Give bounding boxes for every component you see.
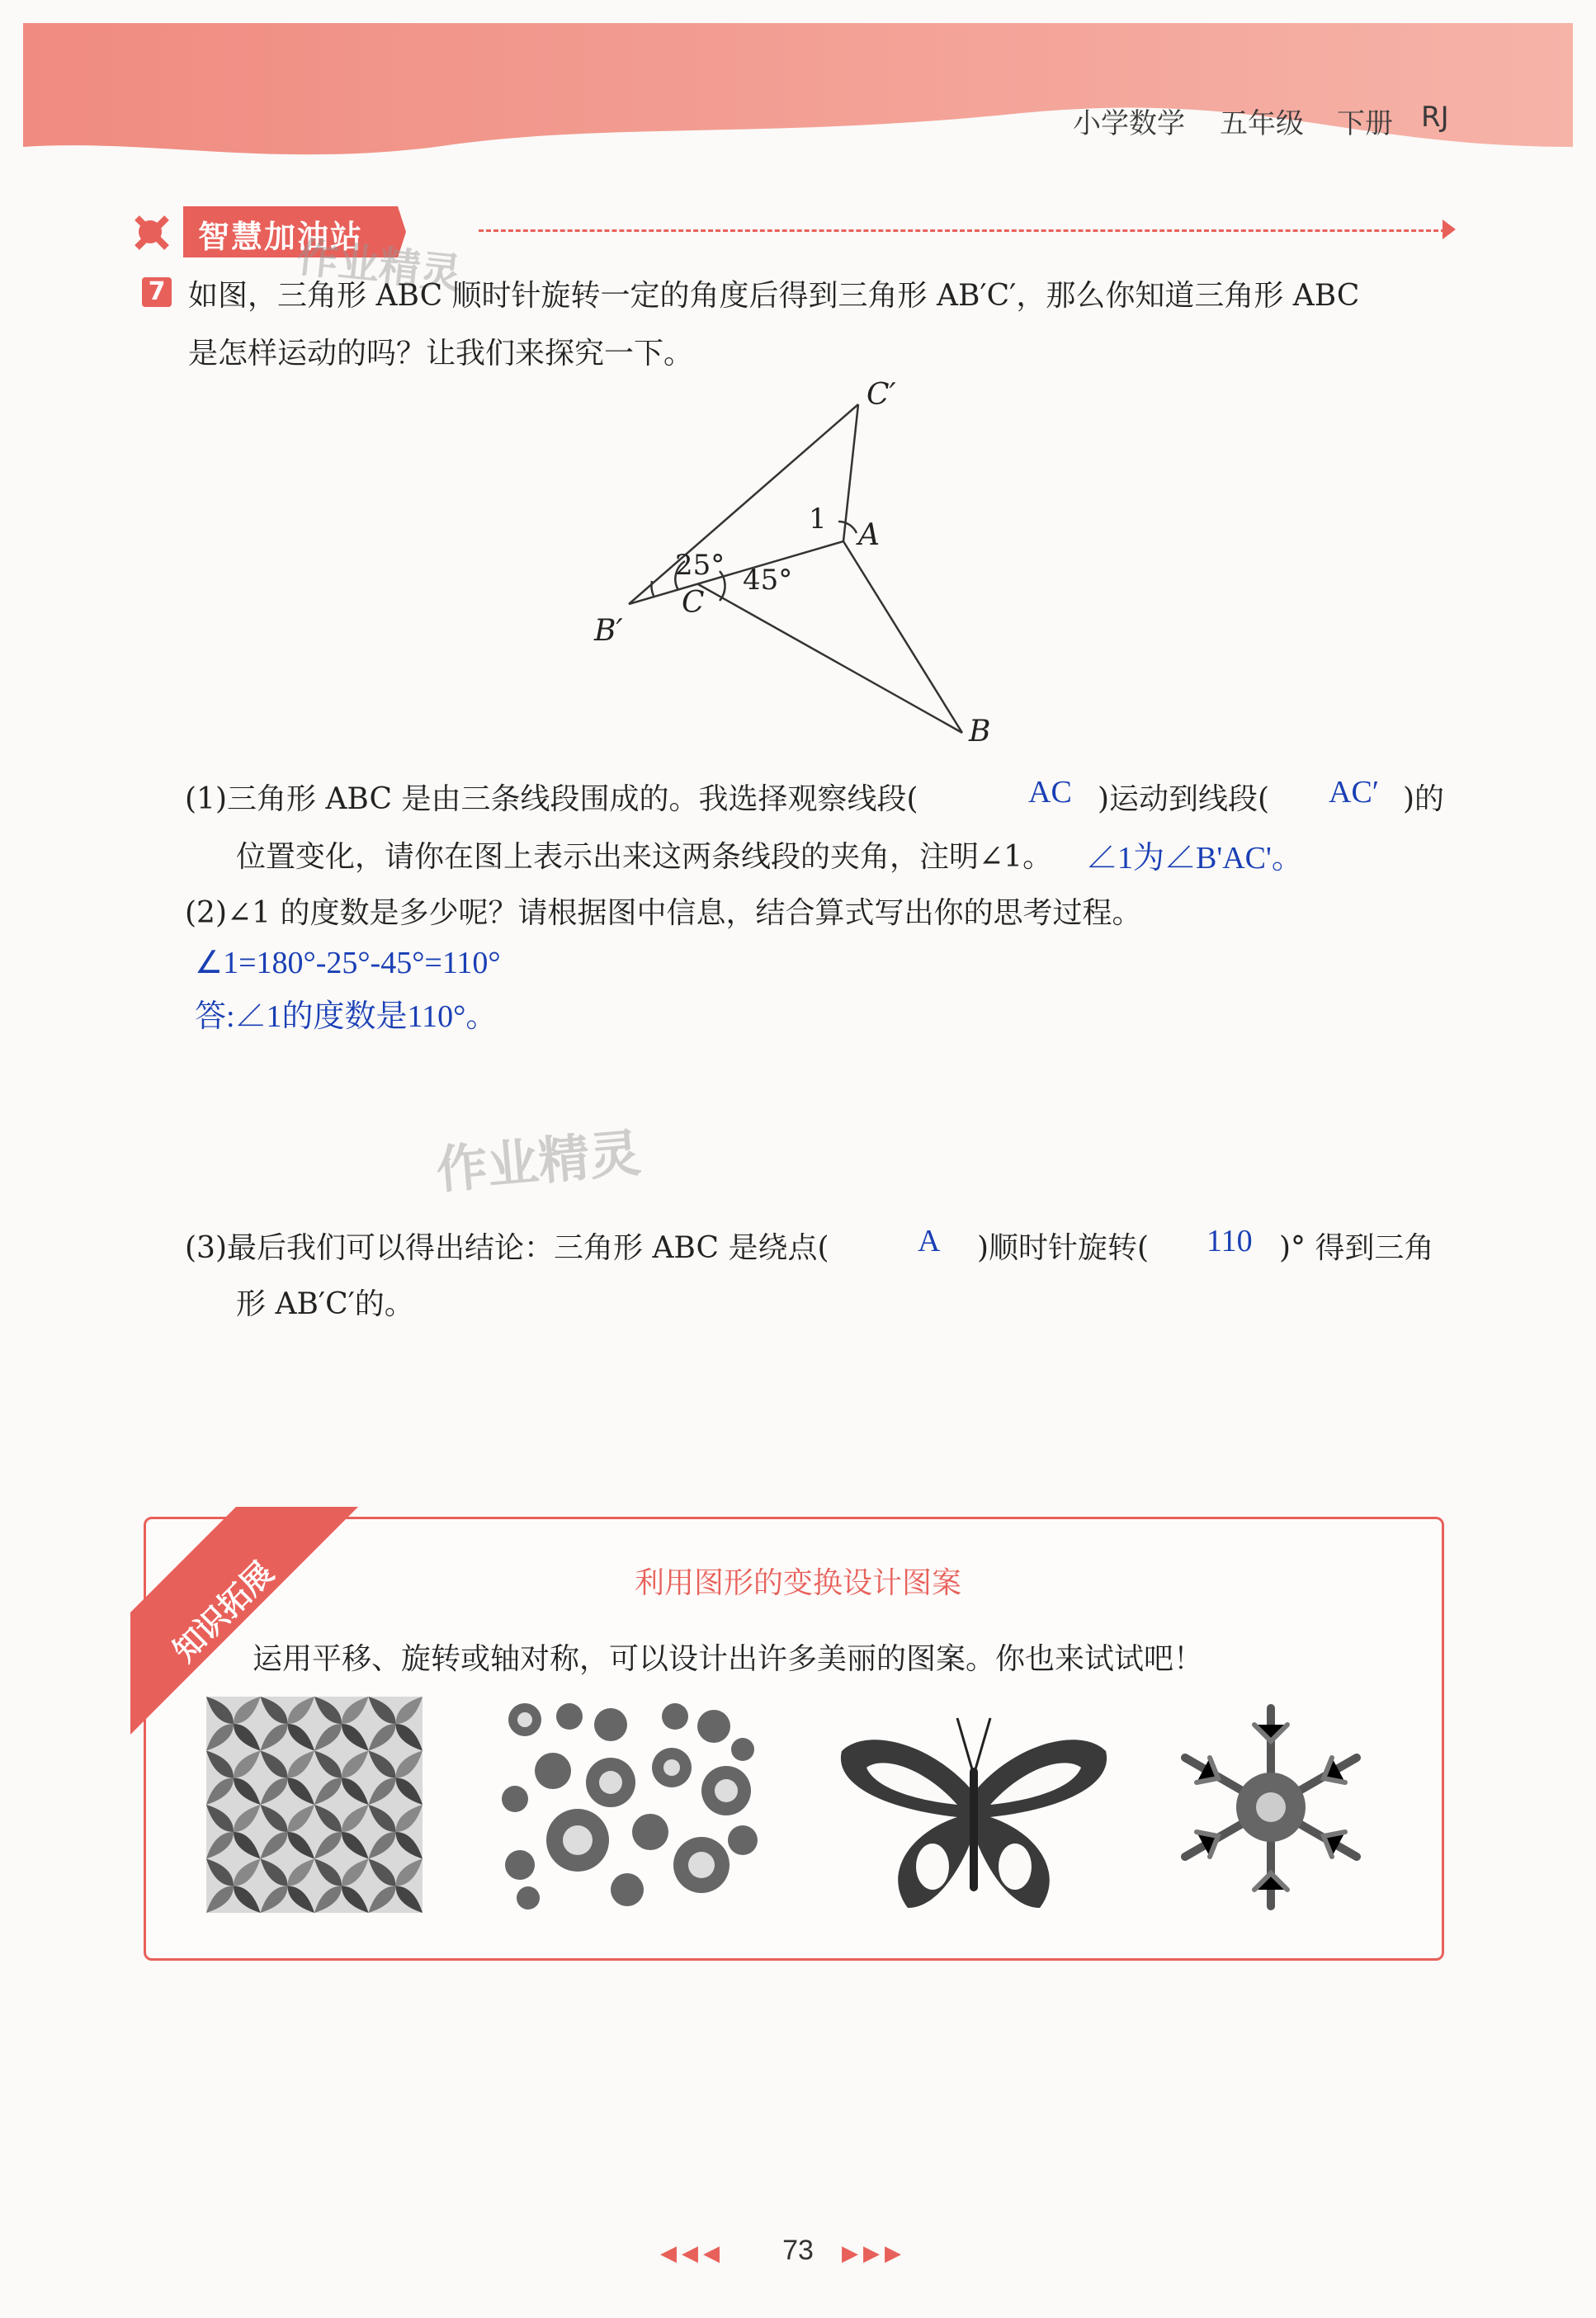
- part3-text-line2: 形 AB′C′的。: [236, 1287, 414, 1321]
- question-text-line1: 如图，三角形 ABC 顺时针旋转一定的角度后得到三角形 AB′C′，那么你知道三角形 ABC: [188, 279, 1360, 313]
- knowledge-title: 利用图形的变换设计图案: [634, 1566, 961, 1600]
- part1-text-b: )运动到线段(: [1098, 782, 1270, 816]
- header-grade: 五年级: [1220, 107, 1304, 140]
- label-c: C: [682, 586, 705, 620]
- tessellation-pattern-image: [206, 1697, 423, 1913]
- page-number: 73: [782, 2235, 814, 2266]
- part3-text-b: )顺时针旋转(: [977, 1231, 1150, 1265]
- part3-text-a: (3)最后我们可以得出结论：三角形 ABC 是绕点(: [185, 1231, 829, 1265]
- header-edition: RJ: [1421, 101, 1449, 134]
- label-b-prime: B′: [594, 614, 623, 648]
- label-angle-25: 25°: [675, 549, 725, 582]
- part1-text-a: (1)三角形 ABC 是由三条线段围成的。我选择观察线段(: [185, 782, 918, 816]
- section-divider: [479, 229, 1446, 232]
- question-number: 7: [142, 277, 172, 307]
- next-page-arrows-icon: ▶▶▶: [842, 2241, 906, 2266]
- watermark: 作业精灵: [295, 233, 465, 299]
- label-angle-45: 45°: [743, 564, 793, 597]
- label-b: B: [969, 715, 991, 748]
- knowledge-tag: 知识拓展: [166, 1554, 281, 1669]
- part2-text: (2)∠1 的度数是多少呢？请根据图中信息，结合算式写出你的思考过程。: [185, 896, 1142, 930]
- segment-a-c-prime: [843, 404, 858, 541]
- part1-answer-b: AC′: [1329, 775, 1380, 810]
- label-c-prime: C′: [866, 380, 896, 412]
- label-angle-1: 1: [809, 503, 827, 536]
- part1-answer-a: AC: [1028, 775, 1072, 810]
- segment-c-b: [698, 584, 962, 733]
- part1-text-line2: 位置变化，请你在图上表示出来这两条线段的夹角，注明∠1。: [236, 840, 1053, 874]
- part3-answer-b: 110: [1206, 1224, 1253, 1258]
- section-title: 智慧加油站: [198, 219, 364, 255]
- rosette-patterns-image: [495, 1700, 767, 1916]
- divider-arrow-icon: [1443, 220, 1456, 239]
- header-volume: 下册: [1337, 107, 1393, 140]
- knowledge-description: 运用平移、旋转或轴对称，可以设计出许多美丽的图案。你也来试试吧！: [253, 1642, 1204, 1676]
- question-text-line2: 是怎样运动的吗？让我们来探究一下。: [188, 337, 694, 371]
- part2-answer-line2: 答:∠1的度数是110°。: [195, 999, 498, 1034]
- label-a: A: [858, 518, 880, 552]
- part2-answer-line1: ∠1=180°-25°-45°=110°: [195, 946, 501, 980]
- butterfly-image: [833, 1710, 1114, 1916]
- segment-b-prime-a: [629, 541, 843, 604]
- part3-text-c: )° 得到三角: [1279, 1231, 1434, 1265]
- watermark-2: 作业精灵: [433, 1122, 644, 1201]
- part1-text-c: )的: [1403, 782, 1445, 816]
- snowflake-image: [1164, 1700, 1378, 1914]
- prev-page-arrows-icon: ◀◀◀: [660, 2241, 725, 2266]
- triangle-rotation-figure: [578, 380, 1023, 759]
- part1-answer-angle: ∠1为∠B'AC'。: [1086, 841, 1303, 876]
- header-subject: 小学数学: [1073, 107, 1185, 140]
- part3-answer-a: A: [918, 1224, 941, 1258]
- segment-a-b: [843, 541, 962, 733]
